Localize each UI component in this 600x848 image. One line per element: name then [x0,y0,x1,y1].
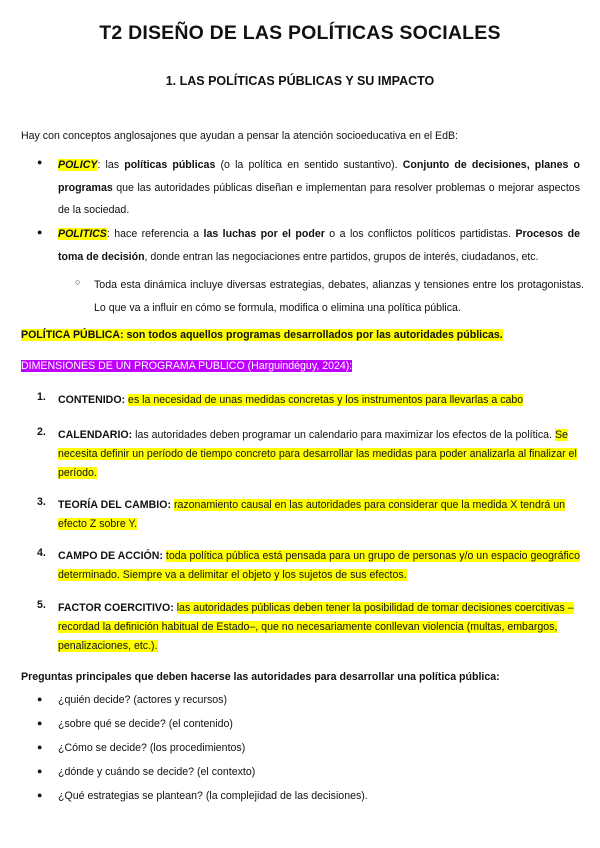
policy-text-2: (o la política en sentido sustantivo). [215,159,403,171]
dimension-number: 4. [37,547,46,559]
politics-bold-1: las luchas por el poder [203,228,325,240]
policy-term: POLICY [58,159,98,171]
definition-text: POLÍTICA PÚBLICA: son todos aquellos programas desarrollados por las autoridades públicas. [21,329,503,341]
questions-heading [21,668,584,687]
bullet-dot: ● [37,694,43,704]
politics-text-2: o a los conflictos políticos partidistas. [324,228,516,240]
sub-bullet-circle: ○ [75,277,81,287]
question-item: ¿Qué estrategias se plantean? (la complejidad de las decisiones). [58,790,368,802]
dimension-highlight: es la necesidad de unas medidas concretas y los instrumentos para llevarlas a cabo [128,394,524,406]
dimension-label: CALENDARIO: [58,429,133,441]
dimension-highlight: las autoridades públicas deben tener la posibilidad de tomar decisiones coercitivas – recordad la definición habitual de Estado–, que no necesariamente conllevan violencia (multas, embargos, penalizaciones, etc.). [58,602,574,652]
bullet-dot: ● [37,718,43,728]
dimension-item [58,426,580,483]
dimension-number: 2. [37,426,46,438]
question-item: ¿dónde y cuándo se decide? (el contexto) [58,766,256,778]
politics-bold-2: Procesos de toma de decisión [58,228,580,263]
policy-bold-1: políticas públicas [124,159,216,171]
dimension-highlight: razonamiento causal en las autoridades para considerar que la medida X tendrá un efecto Z sobre Y. [58,499,565,530]
dimension-label: CONTENIDO: [58,394,126,406]
page-title: T2 DISEÑO DE LAS POLÍTICAS SOCIALES [99,22,501,44]
bullet-dot: ● [37,766,43,776]
question-item: ¿sobre qué se decide? (el contenido) [58,718,233,730]
bullet-dot: ● [37,227,43,237]
definition-line [21,326,584,345]
dimension-item [58,599,580,656]
politics-bullet [58,223,580,268]
intro-paragraph: Hay con conceptos anglosajones que ayudan a pensar la atención socioeducativa en el EdB: [21,130,458,142]
section-heading: 1. LAS POLÍTICAS PÚBLICAS Y SU IMPACTO [165,74,435,88]
bullet-dot: ● [37,790,43,800]
dimension-plain: las autoridades deben programar un calendario para maximizar los efectos de la política. [132,429,555,441]
dimension-number: 1. [37,391,46,403]
dimensions-heading [21,357,584,376]
dimensions-heading-text: DIMENSIONES DE UN PROGRAMA PÚBLICO (Harguindéguy, 2024): [21,360,353,372]
dimension-item [58,391,580,410]
dimension-label: CAMPO DE ACCIÓN: [58,550,163,562]
policy-bold-2: Conjunto de decisiones, planes o programas [58,159,580,194]
questions-heading-text: Preguntas principales que deben hacerse las autoridades para desarrollar una política pública: [21,671,500,683]
policy-text-3: que las autoridades públicas diseñan e implementan para resolver problemas o mejorar aspectos de la sociedad. [58,181,580,216]
policy-text-1: : las [97,159,125,171]
dimension-item [58,496,580,534]
dimension-number: 3. [37,496,46,508]
question-item: ¿Cómo se decide? (los procedimientos) [58,742,246,754]
dimension-label: TEORÍA DEL CAMBIO: [58,499,171,511]
policy-bullet [58,154,580,222]
sub-bullet-text: Toda esta dinámica incluye diversas estrategias, debates, alianzas y tensiones entre los protagonistas. Lo que va a influir en cómo se formula, modifica o elimina una política pública. [94,279,584,314]
question-item: ¿quién decide? (actores y recursos) [58,694,227,706]
dimension-item [58,547,580,585]
politics-text-3: , donde entran las negociaciones entre partidos, grupos de interés, ciudadanos, etc. [144,250,539,263]
politics-text-1: : hace referencia a [106,228,204,240]
dimension-highlight: Se necesita definir un período de tiempo concreto para desarrollar las medidas para poder analizarla al finalizar el período. [58,429,577,479]
politics-term: POLITICS [58,228,107,240]
bullet-dot: ● [37,157,43,167]
dimension-label: FACTOR COERCITIVO: [58,602,174,614]
bullet-dot: ● [37,742,43,752]
dimension-highlight: toda política pública está pensada para un grupo de personas y/o un espacio geográfico determinado. Siempre va a delimitar el objeto y los sujetos de sus efectos. [58,550,580,581]
dimension-number: 5. [37,599,46,611]
